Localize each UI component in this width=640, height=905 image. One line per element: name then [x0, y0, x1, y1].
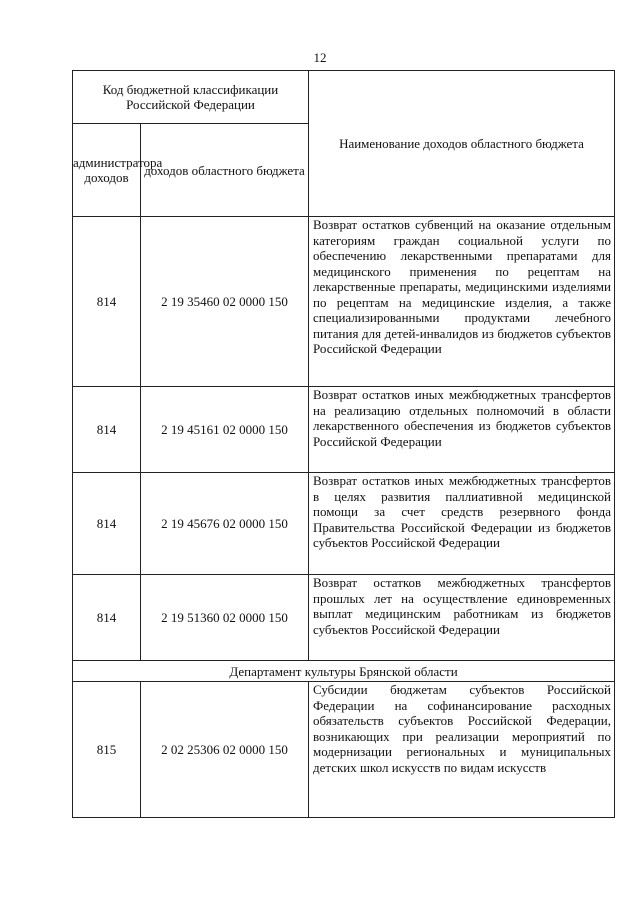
admin-code-cell: 814 [73, 387, 141, 473]
name-column-header: Наименование доходов областного бюджета [309, 71, 615, 217]
income-column-header: доходов областного бюджета [141, 124, 309, 217]
income-code-cell: 2 19 45161 02 0000 150 [141, 387, 309, 473]
income-code-cell: 2 02 25306 02 0000 150 [141, 682, 309, 818]
page-number: 12 [313, 50, 327, 65]
table-row [73, 575, 615, 661]
income-name-cell: Возврат остатков иных межбюджетных трансфертов на реализацию отдельных полномочий в области лекарственного обеспечения из бюджетов субъектов Российской Федерации [309, 387, 615, 473]
income-name-cell: Возврат остатков межбюджетных трансфертов прошлых лет на осуществление единовременных выплат медицинским работникам из бюджетов субъектов Российской Федерации [309, 575, 615, 661]
admin-code-cell: 815 [73, 682, 141, 818]
table-row [73, 682, 615, 818]
income-code-cell: 2 19 45676 02 0000 150 [141, 473, 309, 575]
income-code-cell: 2 19 35460 02 0000 150 [141, 217, 309, 387]
admin-code-cell: 814 [73, 217, 141, 387]
income-name-cell: Возврат остатков иных межбюджетных трансфертов в целях развития паллиативной медицинской помощи за счет средств резервного фонда Правительства Российской Федерации из бюджетов субъектов Российской Федерации [309, 473, 615, 575]
admin-code-cell: 814 [73, 575, 141, 661]
table-row [73, 217, 615, 387]
section-row [73, 661, 615, 682]
kbk-group-header: Код бюджетной классификации Российской Федерации [73, 71, 309, 124]
section-title: Департамент культуры Брянской области [73, 661, 615, 682]
table-header-row [73, 71, 615, 124]
income-name-cell: Субсидии бюджетам субъектов Российской Федерации на софинансирование расходных обязательств субъектов Российской Федерации, возникающих при реализации мероприятий по модернизации региональных и муниципальных детских школ искусств по видам искусств [309, 682, 615, 818]
income-code-cell: 2 19 51360 02 0000 150 [141, 575, 309, 661]
budget-income-table [72, 70, 615, 818]
admin-code-cell: 814 [73, 473, 141, 575]
table-row [73, 387, 615, 473]
income-name-cell: Возврат остатков субвенций на оказание отдельным категориям граждан социальной услуги по обеспечению лекарственными препаратами для медицинского применения по рецептам на лекарственные препараты, медицинскими изделиями по рецептам на медицинские изделия, а также специализированными продуктами лечебного питания для детей-инвалидов из бюджетов субъектов Российской Федерации [309, 217, 615, 387]
table-row [73, 473, 615, 575]
admin-column-header: администратора доходов [73, 124, 141, 217]
